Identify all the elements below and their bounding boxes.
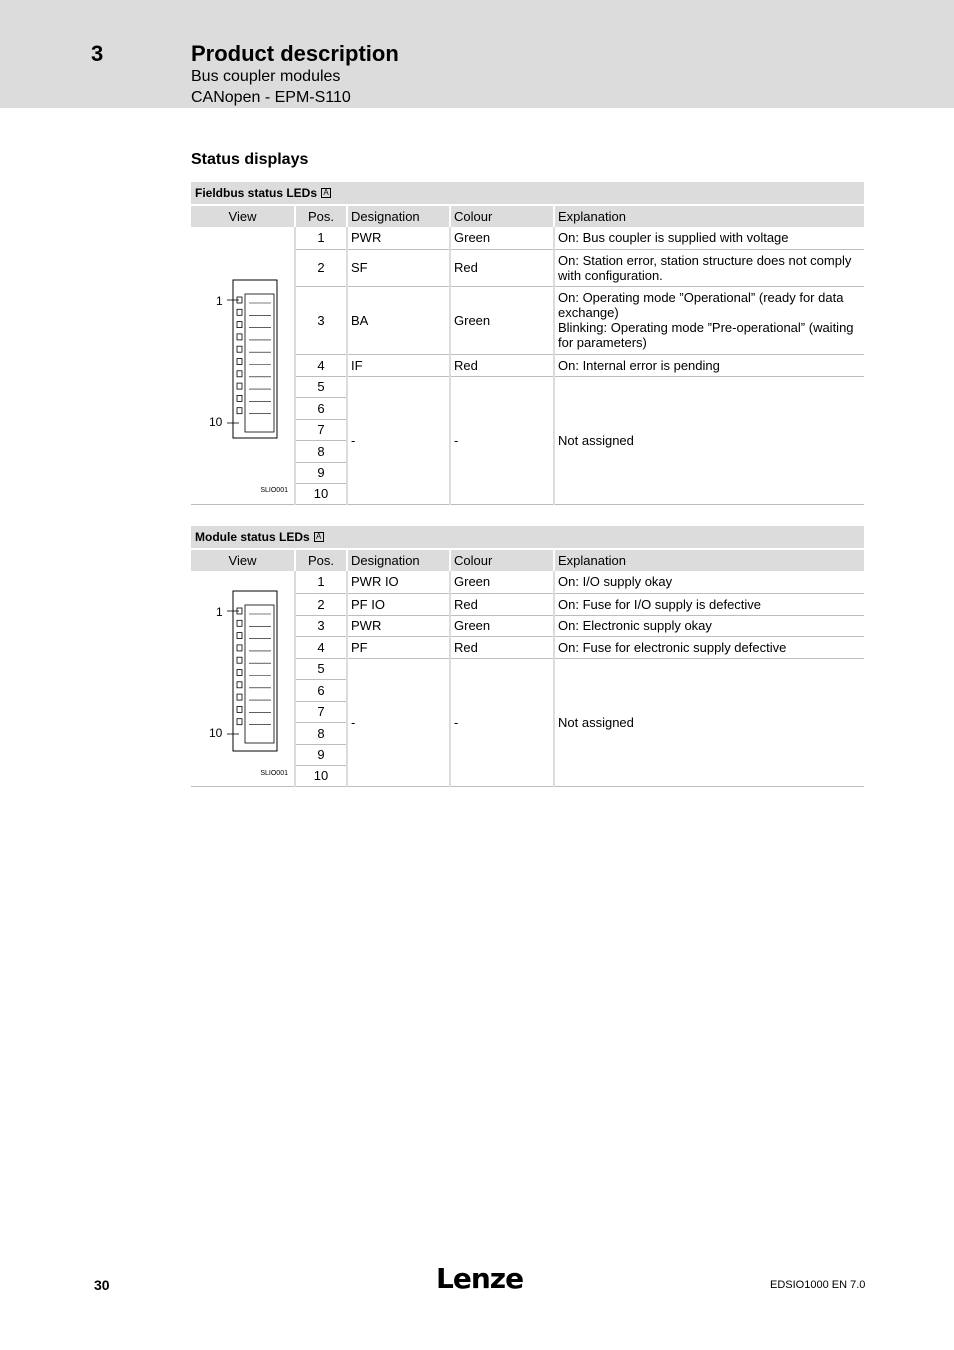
led-module-diagram	[191, 228, 295, 502]
colour-cell: Green	[450, 227, 554, 249]
pos-cell: 7	[295, 419, 347, 440]
explanation-cell: Not assigned	[554, 376, 864, 504]
explanation-line: On: Operating mode ”Operational” (ready for data exchange)	[558, 290, 844, 320]
designation-cell: SF	[347, 249, 450, 286]
colour-cell: -	[450, 658, 554, 786]
pos-cell: 9	[295, 462, 347, 483]
pos-cell: 6	[295, 397, 347, 419]
designation-cell: BA	[347, 286, 450, 354]
pos-cell: 3	[295, 615, 347, 636]
designation-cell: -	[347, 376, 450, 504]
designation-cell: PWR	[347, 615, 450, 636]
table-caption	[191, 526, 864, 548]
table-row	[191, 571, 864, 593]
led-view-figure	[191, 571, 295, 786]
led-indicator	[237, 682, 242, 688]
col-view: View	[191, 206, 295, 227]
col-explanation: Explanation	[554, 206, 864, 227]
led-indicator	[237, 633, 242, 639]
led-indicator	[237, 346, 242, 352]
colour-cell: Green	[450, 571, 554, 593]
pos-cell: 9	[295, 744, 347, 765]
pos-cell: 3	[295, 286, 347, 354]
chapter-number: 3	[91, 41, 104, 66]
colour-cell: Green	[450, 615, 554, 636]
designation-cell: PWR IO	[347, 571, 450, 593]
explanation-cell: On: Fuse for I/O supply is defective	[554, 593, 864, 615]
figure-ref-icon: A	[321, 188, 331, 198]
caption-text: Fieldbus status LEDs	[195, 186, 318, 200]
figure-label-top: 1	[216, 605, 223, 620]
col-explanation: Explanation	[554, 550, 864, 571]
led-module-diagram	[191, 571, 295, 785]
pos-cell: 2	[295, 593, 347, 615]
led-indicator	[237, 719, 242, 725]
table-caption	[191, 182, 864, 204]
led-indicator	[237, 670, 242, 676]
header-band	[0, 0, 954, 108]
explanation-cell: On: Electronic supply okay	[554, 615, 864, 636]
explanation-cell: On: Fuse for electronic supply defective	[554, 636, 864, 658]
colour-cell: Red	[450, 249, 554, 286]
figure-id: SLIO001	[260, 487, 288, 495]
col-colour: Colour	[450, 206, 554, 227]
led-indicator	[237, 707, 242, 713]
explanation-cell: On: I/O supply okay	[554, 571, 864, 593]
section-title: Status displays	[191, 151, 309, 168]
colour-cell: Red	[450, 593, 554, 615]
col-pos: Pos.	[295, 206, 347, 227]
document-id: EDSIO1000 EN 7.0	[770, 1279, 866, 1291]
figure-label-top: 1	[216, 294, 223, 309]
led-table	[191, 550, 864, 787]
caption-text: Module status LEDs	[195, 530, 310, 544]
pos-cell: 5	[295, 376, 347, 397]
led-indicator	[237, 371, 242, 377]
table-row	[191, 227, 864, 249]
col-pos: Pos.	[295, 550, 347, 571]
explanation-cell: On: Bus coupler is supplied with voltage	[554, 227, 864, 249]
led-indicator	[237, 657, 242, 663]
chapter-title: Product description	[191, 41, 399, 66]
explanation-cell	[554, 286, 864, 354]
fieldbus-status-table	[191, 182, 864, 505]
led-indicator	[237, 621, 242, 627]
led-indicator	[237, 383, 242, 389]
pos-cell: 1	[295, 571, 347, 593]
led-indicator	[237, 322, 242, 328]
explanation-cell: On: Internal error is pending	[554, 354, 864, 376]
pos-cell: 4	[295, 354, 347, 376]
pos-cell: 10	[295, 483, 347, 504]
chapter-subtitle-2: CANopen - EPM-S110	[191, 89, 351, 106]
led-indicator	[237, 408, 242, 414]
figure-label-bottom: 10	[209, 415, 223, 430]
led-indicator	[237, 334, 242, 340]
colour-cell: -	[450, 376, 554, 504]
col-view: View	[191, 550, 295, 571]
pos-cell: 4	[295, 636, 347, 658]
explanation-line: Blinking: Operating mode ”Pre-operational” (waiting for parameters)	[558, 320, 854, 350]
led-indicator	[237, 310, 242, 316]
lenze-logo: Lenze	[436, 1262, 524, 1295]
led-table	[191, 206, 864, 505]
led-indicator	[237, 396, 242, 402]
col-designation: Designation	[347, 550, 450, 571]
colour-cell: Red	[450, 636, 554, 658]
pos-cell: 5	[295, 658, 347, 679]
pos-cell: 10	[295, 765, 347, 786]
led-view-figure	[191, 227, 295, 504]
designation-cell: PF	[347, 636, 450, 658]
led-indicator	[237, 359, 242, 365]
designation-cell: PF IO	[347, 593, 450, 615]
colour-cell: Red	[450, 354, 554, 376]
designation-cell: -	[347, 658, 450, 786]
figure-label-bottom: 10	[209, 726, 223, 741]
designation-cell: IF	[347, 354, 450, 376]
pos-cell: 2	[295, 249, 347, 286]
col-colour: Colour	[450, 550, 554, 571]
pos-cell: 8	[295, 440, 347, 462]
designation-cell: PWR	[347, 227, 450, 249]
module-status-table	[191, 526, 864, 787]
col-designation: Designation	[347, 206, 450, 227]
pos-cell: 1	[295, 227, 347, 249]
figure-id: SLIO001	[260, 770, 288, 778]
page-number: 30	[94, 1277, 110, 1293]
led-indicator	[237, 694, 242, 700]
figure-ref-icon: A	[314, 532, 324, 542]
pos-cell: 8	[295, 722, 347, 744]
colour-cell: Green	[450, 286, 554, 354]
explanation-cell: On: Station error, station structure does not comply with configuration.	[554, 249, 864, 286]
pos-cell: 7	[295, 701, 347, 722]
led-indicator	[237, 645, 242, 651]
pos-cell: 6	[295, 679, 347, 701]
chapter-subtitle-1: Bus coupler modules	[191, 68, 341, 85]
explanation-cell: Not assigned	[554, 658, 864, 786]
